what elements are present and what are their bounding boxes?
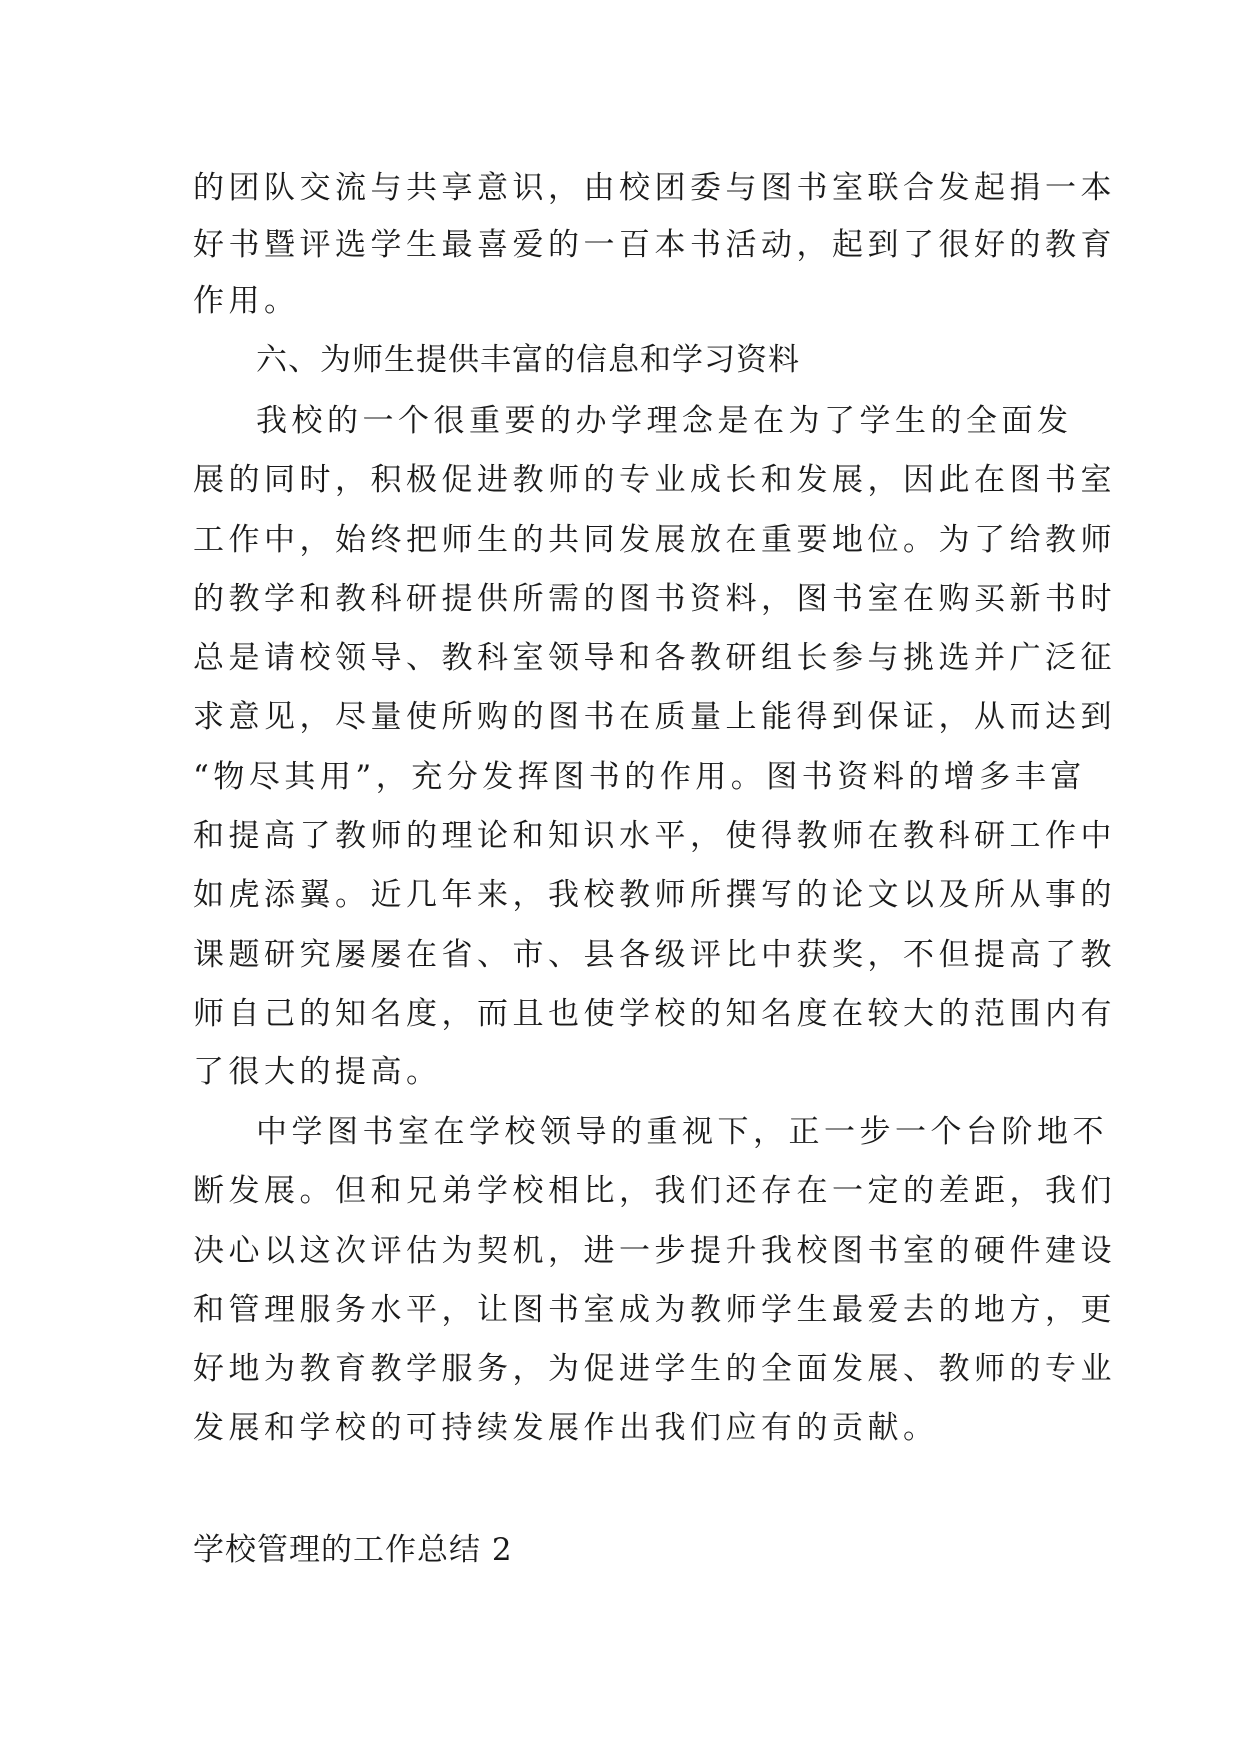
paragraph-line: 决心以这次评估为契机，进一步提升我校图书室的硬件建设 (193, 1233, 1116, 1269)
paragraph-line: 发展和学校的可持续发展作出我们应有的贡献。 (193, 1410, 939, 1446)
paragraph-line: 总是请校领导、教科室领导和各教研组长参与挑选并广泛征 (193, 640, 1116, 676)
paragraph-line: 中学图书室在学校领导的重视下，正一步一个台阶地不 (256, 1114, 1108, 1150)
paragraph-line: 和管理服务水平，让图书室成为教师学生最爱去的地方，更 (193, 1292, 1116, 1328)
paragraph-line: 工作中，始终把师生的共同发展放在重要地位。为了给教师 (193, 522, 1116, 558)
paragraph-line: 课题研究屡屡在省、市、县各级评比中获奖，不但提高了教 (193, 937, 1116, 973)
section-title: 学校管理的工作总结 2 (193, 1532, 513, 1568)
paragraph-line: 展的同时，积极促进教师的专业成长和发展，因此在图书室 (193, 462, 1116, 498)
paragraph-line: 作用。 (193, 283, 300, 319)
paragraph-line: 好地为教育教学服务，为促进学生的全面发展、教师的专业 (193, 1351, 1116, 1387)
paragraph-line: 和提高了教师的理论和知识水平，使得教师在教科研工作中 (193, 818, 1116, 854)
paragraph-line: 我校的一个很重要的办学理念是在为了学生的全面发 (256, 403, 1073, 439)
paragraph-line: 好书暨评选学生最喜爱的一百本书活动，起到了很好的教育 (193, 227, 1116, 263)
paragraph-line: 求意见，尽量使所购的图书在质量上能得到保证，从而达到 (193, 699, 1116, 735)
paragraph-line: 了很大的提高。 (193, 1054, 442, 1090)
section-heading: 六、为师生提供丰富的信息和学习资料 (256, 342, 800, 378)
paragraph-line: 如虎添翼。近几年来，我校教师所撰写的论文以及所从事的 (193, 877, 1116, 913)
paragraph-line: “物尽其用”，充分发挥图书的作用。图书资料的增多丰富 (193, 759, 1086, 795)
paragraph-line: 断发展。但和兄弟学校相比，我们还存在一定的差距，我们 (193, 1173, 1116, 1209)
paragraph-line: 师自己的知名度，而且也使学校的知名度在较大的范围内有 (193, 996, 1116, 1032)
paragraph-line: 的团队交流与共享意识，由校团委与图书室联合发起捐一本 (193, 170, 1116, 206)
paragraph-line: 的教学和教科研提供所需的图书资料，图书室在购买新书时 (193, 581, 1116, 617)
